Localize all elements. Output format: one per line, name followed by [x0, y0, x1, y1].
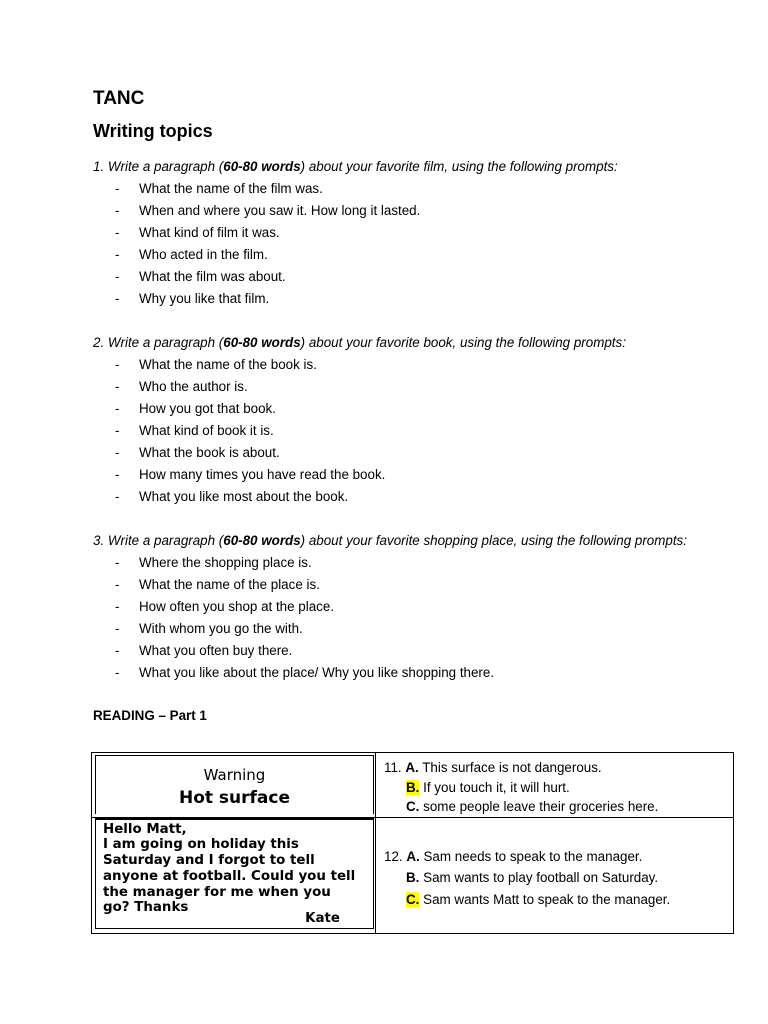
list-item [93, 574, 738, 596]
dash-bullet: - [115, 181, 120, 196]
prompt-list [93, 552, 738, 684]
list-item-text: Who the author is. [139, 379, 248, 394]
prompt-text: 1. Write a paragraph ( [93, 159, 224, 174]
list-item-text: What the name of the book is. [139, 357, 317, 372]
list-item [93, 442, 738, 464]
list-item-text: How you got that book. [139, 401, 276, 416]
question-11 [376, 753, 733, 817]
list-item [93, 420, 738, 442]
list-item-text: What kind of book it is. [139, 423, 274, 438]
writing-tasks [93, 156, 738, 684]
writing-task [93, 530, 738, 684]
dash-bullet: - [115, 291, 120, 306]
list-item [93, 486, 738, 508]
prompt-text: ) about your favorite film, using the following prompts: [300, 159, 618, 174]
question-cell [376, 753, 734, 818]
section-heading-writing: Writing topics [93, 121, 213, 141]
note-line: I am going on holiday this [103, 837, 299, 853]
dash-bullet: - [115, 643, 120, 658]
option-letter: A. [405, 760, 419, 775]
list-item-text: What the name of the place is. [139, 577, 320, 592]
reading-table [91, 752, 734, 934]
option-row [384, 867, 725, 889]
word-count: 60-80 words [223, 335, 301, 350]
dash-bullet: - [115, 203, 120, 218]
dash-bullet: - [115, 269, 120, 284]
note-line: the manager for me when you [103, 884, 331, 900]
list-item-text: How many times you have read the book. [139, 467, 386, 482]
list-item [93, 640, 738, 662]
option-letter: B. [406, 870, 420, 886]
option-text: some people leave their groceries here. [423, 799, 659, 814]
question-number: 12. [384, 848, 403, 864]
prompt-text: 2. Write a paragraph ( [93, 335, 224, 350]
option-row [384, 846, 725, 868]
list-item-text: With whom you go the with. [139, 621, 303, 636]
option-row [384, 778, 725, 798]
prompt-text: 3. Write a paragraph ( [93, 533, 224, 548]
word-count: 60-80 words [223, 159, 301, 174]
option-row [384, 758, 725, 778]
dash-bullet: - [115, 423, 120, 438]
dash-bullet: - [115, 379, 120, 394]
list-item-text: What you like most about the book. [139, 489, 349, 504]
note-line: Saturday and I forgot to tell [103, 853, 315, 869]
note-line: Hello Matt, [103, 821, 187, 837]
table-row [92, 753, 734, 818]
dash-bullet: - [115, 577, 120, 592]
note-signature: Kate [305, 910, 340, 926]
option-letter: A. [406, 848, 420, 864]
prompt-list [93, 354, 738, 508]
option-letter-highlighted: C. [406, 892, 420, 908]
reading-heading: READING – Part 1 [93, 708, 207, 723]
note-line: anyone at football. Could you tell [103, 868, 356, 884]
note-line: go? Thanks [103, 900, 189, 916]
task-prompt [93, 332, 738, 354]
prompt-text: ) about your favorite shopping place, using the following prompts: [300, 533, 687, 548]
list-item [93, 222, 738, 244]
list-item [93, 662, 738, 684]
question-12 [376, 818, 733, 911]
dash-bullet: - [115, 225, 120, 240]
list-item-text: What kind of film it was. [139, 225, 280, 240]
sign-main-text: Hot surface [178, 788, 291, 808]
word-count: 60-80 words [223, 533, 301, 548]
sign-warning-text: Warning [203, 766, 266, 784]
list-item [93, 618, 738, 640]
list-item [93, 552, 738, 574]
option-letter: C. [406, 799, 420, 814]
message-note [95, 818, 374, 929]
dash-bullet: - [115, 665, 120, 680]
list-item-text: Who acted in the film. [139, 247, 268, 262]
list-item-text: What the book is about. [139, 445, 280, 460]
option-row [384, 889, 725, 911]
table-row [92, 817, 734, 933]
dash-bullet: - [115, 555, 120, 570]
document-page [93, 86, 738, 727]
list-item [93, 244, 738, 266]
dash-bullet: - [115, 621, 120, 636]
list-item [93, 266, 738, 288]
dash-bullet: - [115, 401, 120, 416]
dash-bullet: - [115, 357, 120, 372]
option-text: This surface is not dangerous. [422, 760, 602, 775]
option-text: Sam wants to play football on Saturday. [423, 870, 659, 886]
task-prompt [93, 156, 738, 178]
dash-bullet: - [115, 599, 120, 614]
list-item-text: Why you like that film. [139, 291, 270, 306]
prompt-list [93, 178, 738, 310]
list-item [93, 288, 738, 310]
document-title: TANC [93, 88, 145, 109]
question-number: 11. [384, 760, 402, 775]
option-row [384, 797, 725, 817]
dash-bullet: - [115, 247, 120, 262]
list-item [93, 376, 738, 398]
sign-cell [92, 753, 376, 818]
list-item-text: Where the shopping place is. [139, 555, 312, 570]
warning-sign [95, 755, 374, 814]
option-text: If you touch it, it will hurt. [423, 779, 570, 795]
list-item [93, 464, 738, 486]
list-item [93, 398, 738, 420]
list-item-text: What the name of the film was. [139, 181, 323, 196]
list-item-text: What you often buy there. [139, 643, 293, 658]
list-item-text: When and where you saw it. How long it lasted. [139, 203, 421, 218]
list-item [93, 178, 738, 200]
list-item [93, 354, 738, 376]
list-item-text: What you like about the place/ Why you like shopping there. [139, 665, 495, 680]
note-cell [92, 817, 376, 933]
writing-task [93, 156, 738, 310]
list-item [93, 596, 738, 618]
dash-bullet: - [115, 489, 120, 504]
task-prompt [93, 530, 738, 552]
question-cell [376, 817, 734, 933]
dash-bullet: - [115, 467, 120, 482]
writing-task [93, 332, 738, 508]
option-text: Sam needs to speak to the manager. [423, 848, 643, 864]
dash-bullet: - [115, 445, 120, 460]
prompt-text: ) about your favorite book, using the following prompts: [300, 335, 626, 350]
option-text: Sam wants Matt to speak to the manager. [423, 892, 671, 908]
list-item [93, 200, 738, 222]
list-item-text: What the film was about. [139, 269, 286, 284]
option-letter-highlighted: B. [406, 779, 420, 795]
list-item-text: How often you shop at the place. [139, 599, 335, 614]
